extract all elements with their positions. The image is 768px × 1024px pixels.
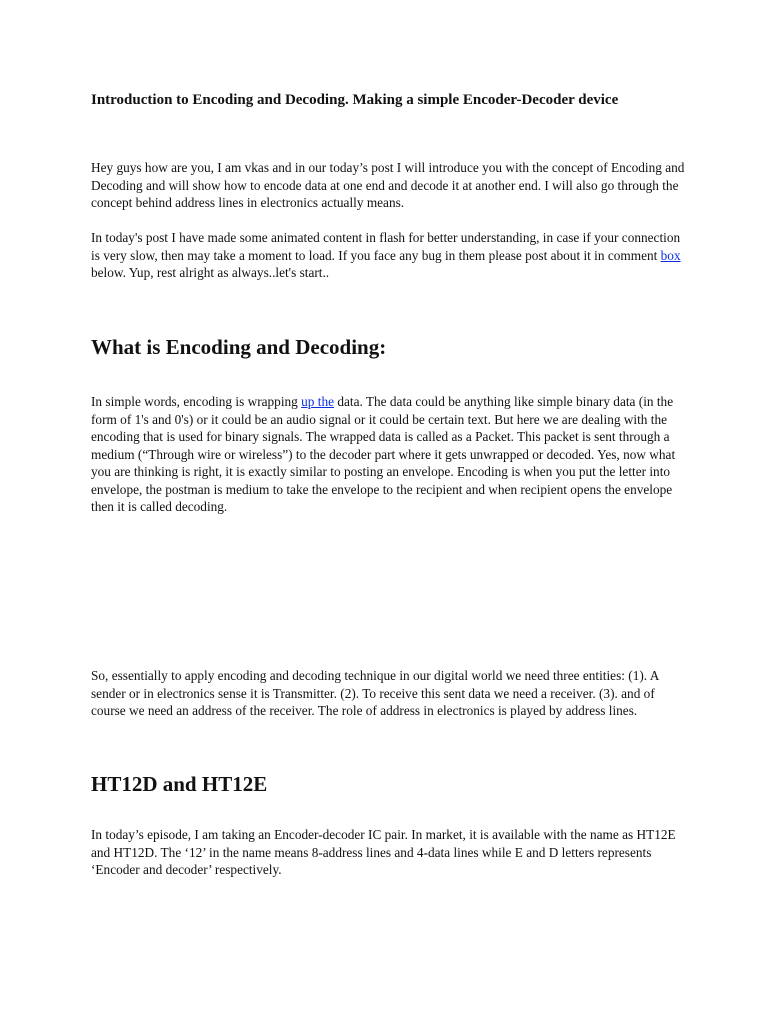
intro-paragraph-1: Hey guys how are you, I am vkas and in our today’s post I will introduce you with the concept of Encoding and Decoding and will show how to encode data at one end and decode it at another end. I will also go through the concept behind address lines in electronics actually means. [91,160,685,210]
section-heading-encoding-decoding: What is Encoding and Decoding: [91,335,387,359]
ic-pair-paragraph: In today’s episode, I am taking an Encoder-decoder IC pair. In market, it is available with the name as HT12E and HT12D. The ‘12’ in the name means 8-address lines and 4-data lines while E and D letters represents ‘Encoder and decoder’ respectively. [91,827,676,877]
encoding-paragraph-text-end: data. The data could be anything like simple binary data (in the form of 1's and 0's) or it could be an audio signal or it could be certain text. But here we are dealing with the encoding that is used for binary signals. The wrapped data is called as a Packet. This packet is sent through a medium (“Through wire or wireless”) to the decoder part where it gets unwrapped or decoded. Yes, now what you are thinking is right, it is exactly similar to posting an envelope. Encoding is when you put the letter into envelope, the postman is medium to take the envelope to the recipient and when recipient opens the envelope then it is called decoding. [91,394,676,514]
encoding-paragraph-text-start: In simple words, encoding is wrapping [91,394,302,409]
intro-paragraph-2 [91,229,691,282]
intro-paragraph-2-text-end: below. Yup, rest alright as always..let's start.. [91,265,330,280]
intro-paragraph-2-text-start: In today's post I have made some animated content in flash for better understanding, in case if your connection is very slow, then may take a moment to load. If you face any bug in them please post about it in comment [91,230,681,263]
entities-paragraph: So, essentially to apply encoding and decoding technique in our digital world we need three entities: (1). A sender or in electronics sense it is Transmitter. (2). To receive this sent data we need a receiver. (3). and of course we need an address of the receiver. The role of address in electronics is played by address lines. [91,668,659,718]
comment-box-link[interactable]: box [660,247,681,263]
article-title: Introduction to Encoding and Decoding. Making a simple Encoder-Decoder device [91,92,619,108]
up-the-link[interactable]: up the [301,394,335,409]
encoding-paragraph [91,393,691,516]
section-heading-ht12d-ht12e: HT12D and HT12E [91,772,268,796]
